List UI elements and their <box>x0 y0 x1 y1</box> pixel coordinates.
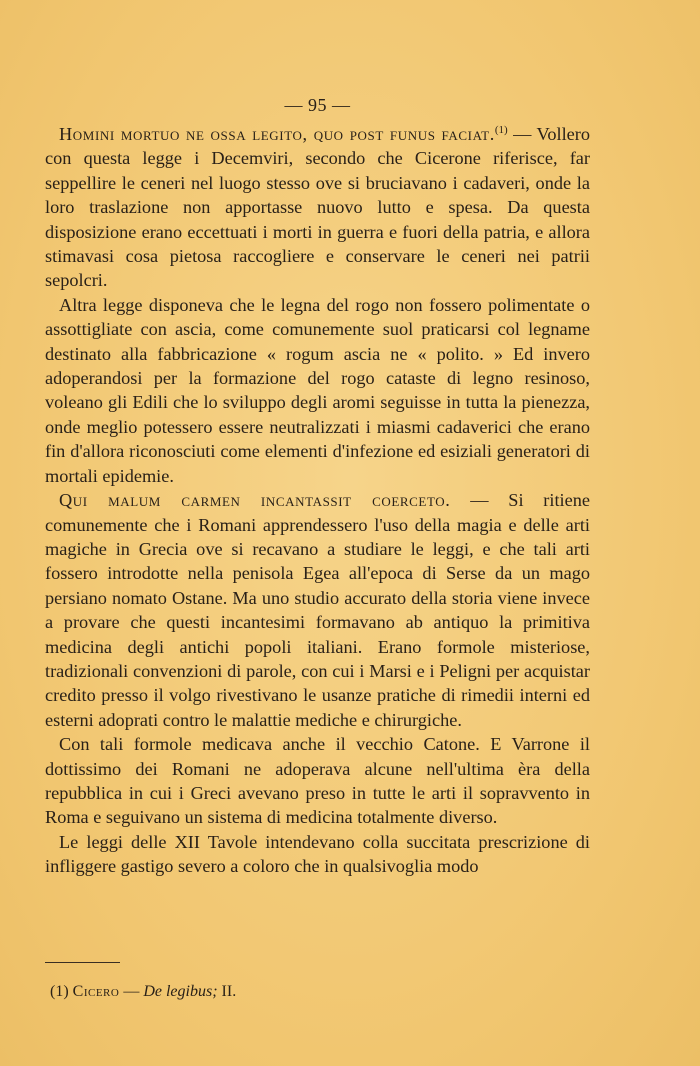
footnote-ref: II. <box>217 983 237 1000</box>
footnote-author: Cicero <box>72 983 120 1000</box>
paragraph-text: Con tali formole medicava anche il vecchio Catone. E Varrone il dottissimo dei Romani ne adoperava alcune nell'ultima èra della repubblica in cui i Greci avevano preso in tutte le arti il sopravvento in Roma e seguivano un sistema di medicina totalmente diverso. <box>45 734 590 828</box>
footnote-marker: (1) <box>50 983 69 1000</box>
law-quote: Qui malum carmen incantassit coerceto. <box>59 490 451 511</box>
paragraph-4 <box>45 732 590 830</box>
paragraph-text: Altra legge disponeva che le legna del rogo non fossero polimentate o assottigliate con ascia, come comunemente suol praticarsi col legname destinato alla fabbricazione « rogum ascia ne « polito. » Ed invero adoperandosi per la formazione del rogo cataste di legno resinoso, voleano gli Edili che lo sviluppo degli aromi seguisse in tutta la pienezza, onde meglio potessero essere neutralizzati i miasmi cadaverici che erano fin d'allora riconosciuti come elementi d'infezione ed esiziali generatori di mortali epidemie. <box>45 294 590 486</box>
paragraph-3 <box>45 488 590 732</box>
footnote-dash: — <box>119 983 144 1000</box>
footnote-divider <box>45 962 120 963</box>
paragraph-text: Le leggi delle XII Tavole intendevano colla succitata prescrizione di infliggere gastigo severo a coloro che in qualsivoglia modo <box>45 831 590 877</box>
footnote <box>50 982 236 1002</box>
footnote-work: De legibus; <box>143 983 218 1000</box>
paragraph-5 <box>45 830 590 879</box>
page-body <box>45 95 590 879</box>
paragraph-text: — Si ritiene comunemente che i Romani apprendessero l'uso della magia e delle arti magiche in Grecia ove si recavano a studiare le leggi, e che tali arti fossero introdotte nella penisola Egea all'epoca di Serse da un mago persiano nomato Ostane. Ma uno studio accurato della storia viene invece a provare che questi incantesimi formavano ab antiquo la primitiva medicina degli antichi popoli italiani. Erano formole misteriose, tradizionali convenzioni di parole, con cui i Marsi e i Peligni per acquistar credito presso il volgo rivestivano le usanze pratiche di rimedii interni ed esterni adoprati contro le malattie mediche e chirurgiche. <box>45 490 590 730</box>
page-number: — 95 — <box>284 95 351 115</box>
footnote-marker: (1) <box>494 123 508 136</box>
law-quote: Homini mortuo ne ossa legito, quo post funus faciat. <box>59 124 495 144</box>
paragraph-2 <box>45 293 590 488</box>
paragraph-1 <box>45 122 590 293</box>
paragraph-text: — Vollero con questa legge i Decemviri, secondo che Cicerone riferisce, far seppellire le ceneri nel luogo stesso ove si bruciavano i cadaveri, onde la loro traslazione non apportasse nuovo lutto e spesa. Da questa disposizione erano eccettuati i morti in guerra e fuori della patria, e allora stimavasi cosa pietosa raccogliere e conservare le ceneri nei patrii sepolcri. <box>45 124 590 291</box>
